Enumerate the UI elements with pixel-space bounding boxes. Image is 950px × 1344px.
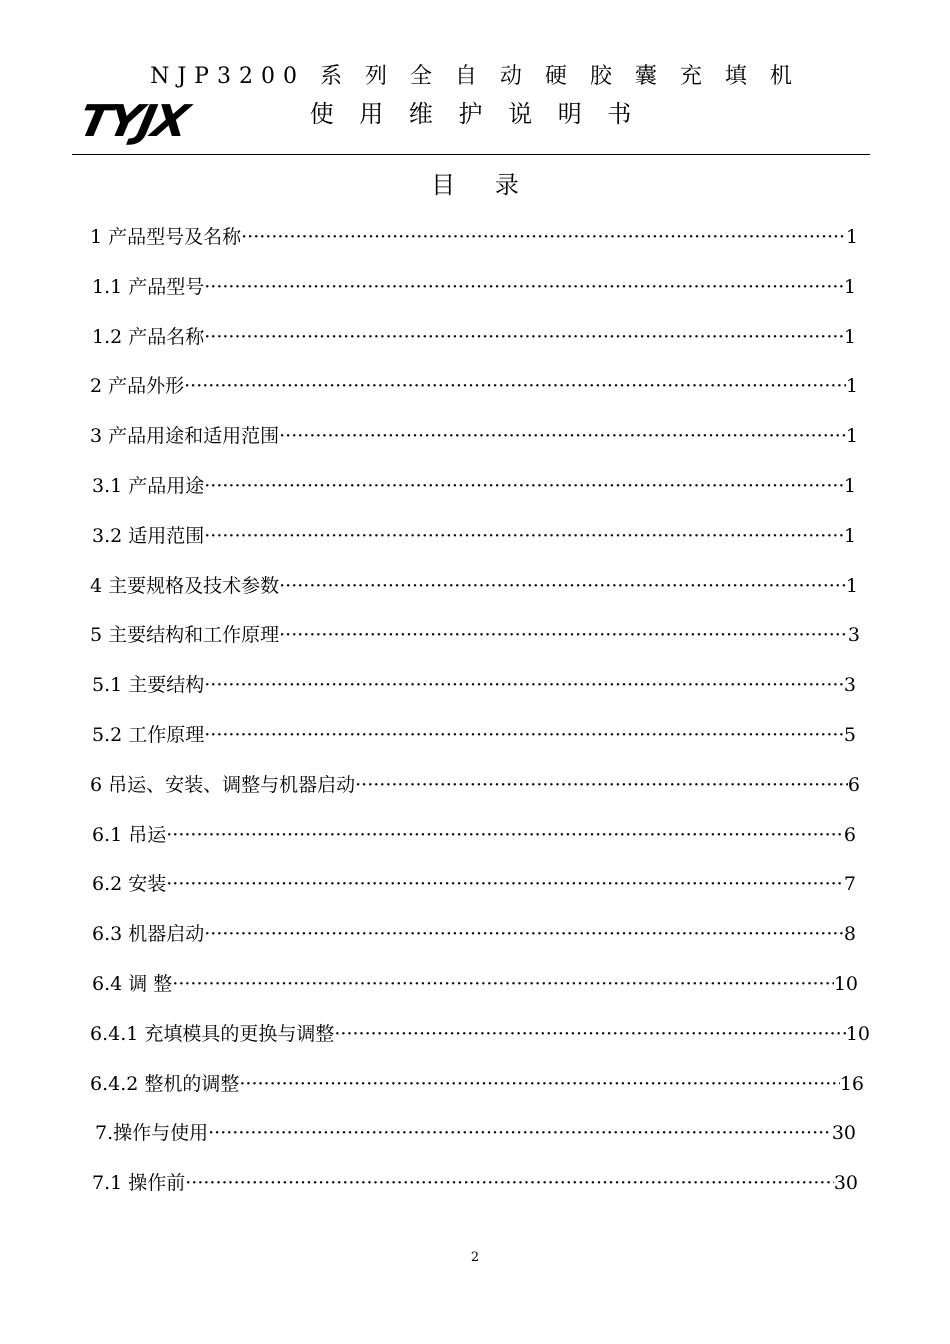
toc-entry-page: 6 xyxy=(843,824,856,846)
toc-dot-leader xyxy=(241,222,846,252)
toc-entry-label: 6.4 调 整 xyxy=(92,973,173,995)
toc-entry[interactable] xyxy=(90,620,860,650)
toc-dot-leader xyxy=(204,720,844,750)
toc-heading xyxy=(0,168,950,202)
toc-heading-left: 目 xyxy=(431,171,456,199)
toc-entry-label: 6.1 吊运 xyxy=(92,824,167,846)
toc-entry-page: 1 xyxy=(843,276,856,298)
toc-entry[interactable] xyxy=(92,820,856,850)
toc-entry[interactable] xyxy=(92,720,856,750)
toc-entry-page: 1 xyxy=(843,475,856,497)
toc-entry-page: 3 xyxy=(847,624,860,646)
toc-dot-leader xyxy=(355,770,848,800)
toc-dot-leader xyxy=(208,1118,832,1148)
toc-entry-page: 1 xyxy=(843,525,856,547)
toc-entry-label: 5 主要结构和工作原理 xyxy=(90,624,280,646)
toc-entry-label: 5.1 主要结构 xyxy=(92,674,205,696)
toc-dot-leader xyxy=(279,620,848,650)
toc-dot-leader xyxy=(204,272,844,302)
page-number: 2 xyxy=(470,1250,480,1265)
toc-heading-right: 录 xyxy=(494,171,519,199)
toc-entry-label: 6.2 安装 xyxy=(92,873,167,895)
toc-entry[interactable] xyxy=(95,1118,856,1148)
toc-entry[interactable] xyxy=(92,521,856,551)
toc-entry-label: 1 产品型号及名称 xyxy=(90,226,242,248)
toc-entry[interactable] xyxy=(92,1168,858,1198)
toc-entry[interactable] xyxy=(92,919,856,949)
toc-entry-label: 6 吊运、安装、调整与机器启动 xyxy=(90,774,356,796)
header-divider xyxy=(72,154,870,155)
toc-dot-leader xyxy=(166,820,844,850)
toc-dot-leader xyxy=(334,1019,845,1049)
toc-entry[interactable] xyxy=(90,770,860,800)
toc-entry[interactable] xyxy=(92,969,858,999)
toc-dot-leader xyxy=(204,670,844,700)
toc-dot-leader xyxy=(279,421,846,451)
toc-entry-label: 1.1 产品型号 xyxy=(92,276,205,298)
toc-entry[interactable] xyxy=(90,371,858,401)
toc-entry-label: 3.2 适用范围 xyxy=(92,525,205,547)
toc-entry-page: 30 xyxy=(833,1172,858,1194)
toc-entry-page: 10 xyxy=(845,1023,870,1045)
toc-dot-leader xyxy=(204,521,844,551)
toc-entry-page: 5 xyxy=(843,724,856,746)
toc-entry[interactable] xyxy=(90,1019,870,1049)
toc-dot-leader xyxy=(204,471,844,501)
toc-entry-label: 7.1 操作前 xyxy=(92,1172,186,1194)
toc-entry-page: 30 xyxy=(831,1122,856,1144)
toc-entry-page: 3 xyxy=(843,674,856,696)
document-subtitle: 使 用 维 护 说 明 书 xyxy=(309,100,641,128)
toc-entry-label: 6.4.2 整机的调整 xyxy=(90,1073,240,1095)
toc-dot-leader xyxy=(166,869,844,899)
toc-dot-leader xyxy=(239,1069,839,1099)
toc-entry-page: 1 xyxy=(843,326,856,348)
toc-entry-label: 4 主要规格及技术参数 xyxy=(90,575,280,597)
toc-entry[interactable] xyxy=(90,571,858,601)
toc-entry-page: 6 xyxy=(847,774,860,796)
toc-entry-label: 5.2 工作原理 xyxy=(92,724,205,746)
toc-entry-page: 1 xyxy=(845,375,858,397)
toc-entry[interactable] xyxy=(90,222,858,252)
toc-entry-page: 16 xyxy=(839,1073,864,1095)
toc-entry-label: 1.2 产品名称 xyxy=(92,326,205,348)
toc-entry-page: 1 xyxy=(845,226,858,248)
toc-entry-label: 6.4.1 充填模具的更换与调整 xyxy=(90,1023,335,1045)
toc-entry[interactable] xyxy=(90,1069,864,1099)
toc-entry-label: 3.1 产品用途 xyxy=(92,475,205,497)
toc-entry-label: 7.操作与使用 xyxy=(95,1122,209,1144)
toc-entry-page: 1 xyxy=(845,425,858,447)
toc-entry[interactable] xyxy=(90,421,858,451)
toc-dot-leader xyxy=(172,969,834,999)
document-title: NJP3200 系 列 全 自 动 硬 胶 囊 充 填 机 xyxy=(150,64,800,89)
toc-dot-leader xyxy=(185,1168,834,1198)
toc-entry-label: 6.3 机器启动 xyxy=(92,923,205,945)
toc-dot-leader xyxy=(184,371,846,401)
toc-entry[interactable] xyxy=(92,272,856,302)
toc-entry-page: 8 xyxy=(843,923,856,945)
toc-dot-leader xyxy=(279,571,846,601)
toc-entry[interactable] xyxy=(92,471,856,501)
toc-dot-leader xyxy=(204,322,844,352)
toc-entry[interactable] xyxy=(92,869,856,899)
toc-entry-page: 10 xyxy=(833,973,858,995)
toc-entry[interactable] xyxy=(92,670,856,700)
toc-entry-page: 1 xyxy=(845,575,858,597)
toc-dot-leader xyxy=(204,919,844,949)
toc-entry-label: 3 产品用途和适用范围 xyxy=(90,425,280,447)
toc-entry[interactable] xyxy=(92,322,856,352)
toc-entry-label: 2 产品外形 xyxy=(90,375,185,397)
toc-entry-page: 7 xyxy=(843,873,856,895)
company-logo: TYJX xyxy=(74,95,191,147)
